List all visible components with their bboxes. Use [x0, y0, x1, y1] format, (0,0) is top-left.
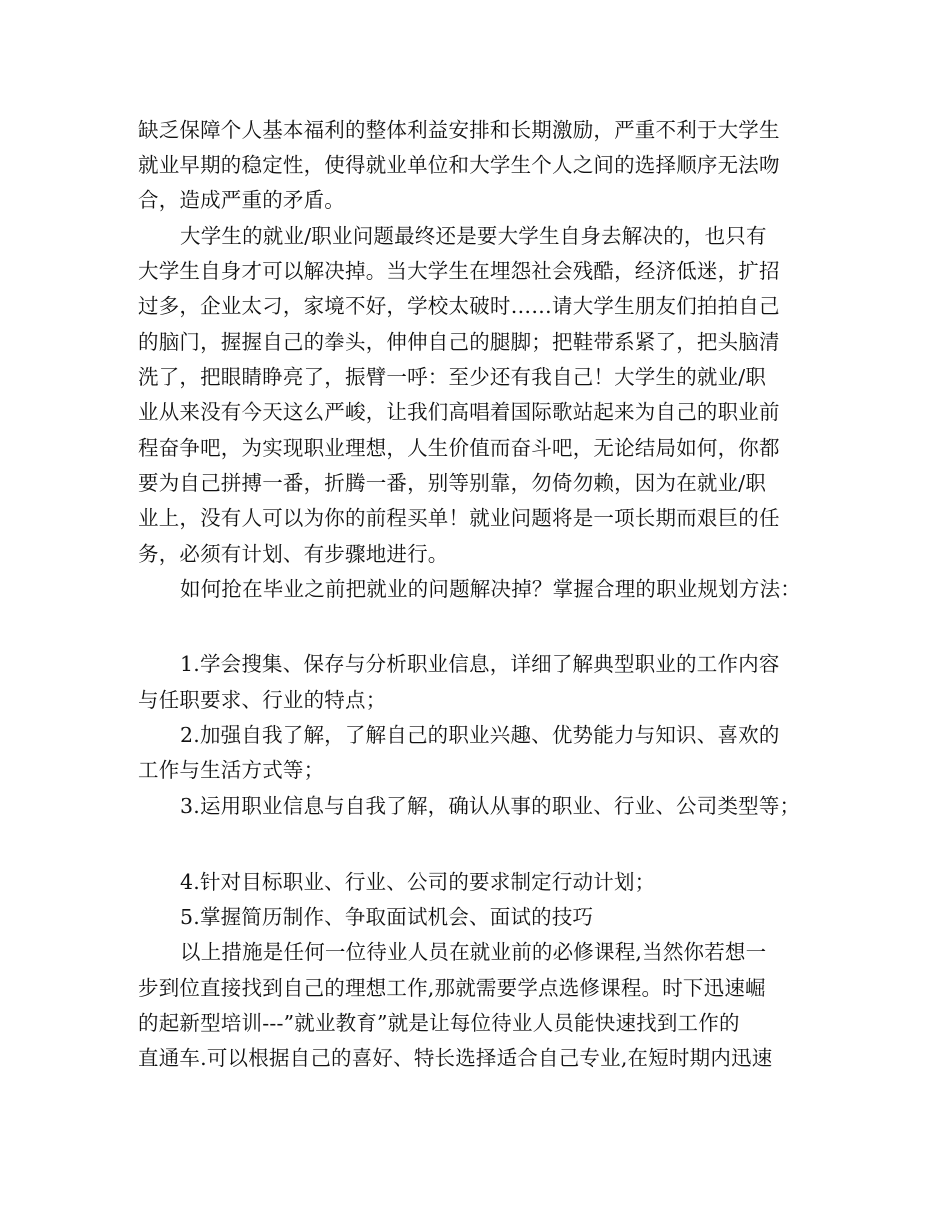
text-line: 大学生自身才可以解决掉。当大学生在埋怨社会残酷，经济低迷，扩招 [138, 259, 780, 283]
text-line: 要为自己拼搏一番，折腾一番，别等别靠，勿倚勿赖，因为在就业/职 [138, 471, 767, 495]
text-line: 工作与生活方式等； [138, 758, 325, 782]
text-line: 如何抢在毕业之前把就业的问题解决掉？掌握合理的职业规划方法： [180, 577, 801, 601]
text-line: 5.掌握简历制作、争取面试机会、面试的技巧 [180, 905, 594, 929]
text-line: 的脑门，握握自己的拳头，伸伸自己的腿脚；把鞋带系紧了，把头脑清 [138, 330, 780, 354]
text-line: 1.学会搜集、保存与分析职业信息，详细了解典型职业的工作内容 [180, 652, 780, 676]
text-line: 缺乏保障个人基本福利的整体利益安排和长期激励，严重不利于大学生 [138, 118, 780, 142]
text-line: 2.加强自我了解，了解自己的职业兴趣、优势能力与知识、喜欢的 [180, 723, 780, 747]
text-line: 的起新型培训---”就业教育”就是让每位待业人员能快速找到工作的 [138, 1011, 740, 1035]
text-line: 务，必须有计划、有步骤地进行。 [138, 542, 449, 566]
text-line: 就业早期的稳定性，使得就业单位和大学生个人之间的选择顺序无法吻 [138, 153, 780, 177]
text-line: 以上措施是任何一位待业人员在就业前的必修课程,当然你若想一 [180, 940, 767, 964]
text-line: 业从来没有今天这么严峻，让我们高唱着国际歌站起来为自己的职业前 [138, 400, 780, 424]
text-line: 过多，企业太刁，家境不好，学校太破时……请大学生朋友们拍拍自己 [138, 294, 780, 318]
text-line: 合，造成严重的矛盾。 [138, 188, 345, 212]
text-line: 步到位直接找到自己的理想工作,那就需要学点选修课程。时下迅速崛 [138, 976, 766, 1000]
text-line: 4.针对目标职业、行业、公司的要求制定行动计划； [180, 870, 656, 894]
text-line: 业上，没有人可以为你的前程买单！就业问题将是一项长期而艰巨的任 [138, 506, 780, 530]
text-line: 程奋争吧，为实现职业理想，人生价值而奋斗吧，无论结局如何，你都 [138, 436, 780, 460]
text-line: 大学生的就业/职业问题最终还是要大学生自身去解决的，也只有 [180, 224, 767, 248]
text-line: 直通车.可以根据自己的喜好、特长选择适合自己专业,在短时期内迅速 [138, 1046, 773, 1070]
text-line: 洗了，把眼睛睁亮了，振臂一呼：至少还有我自己！大学生的就业/职 [138, 365, 767, 389]
text-line: 与任职要求、行业的特点； [138, 688, 387, 712]
text-line: 3.运用职业信息与自我了解，确认从事的职业、行业、公司类型等； [180, 794, 801, 818]
